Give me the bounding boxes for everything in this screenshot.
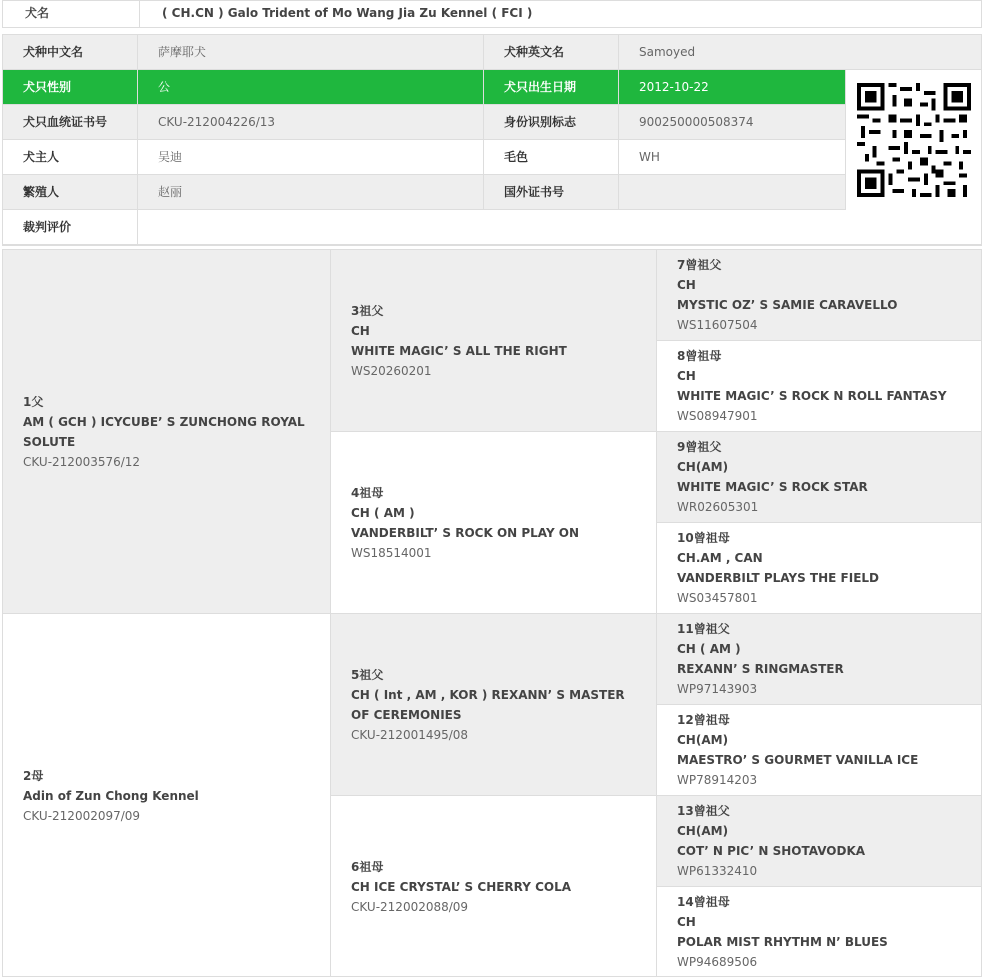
cert-value: CKU-212004226/13 — [138, 105, 484, 139]
g9-title: 9曾祖父 — [677, 440, 722, 454]
g5-line-1: CH ( Int , AM , KOR ) REXANN’ S MASTER OF CEREMONIES — [351, 687, 625, 722]
info-row-sex — [3, 70, 981, 105]
pedigree-g4 — [331, 432, 656, 614]
sire-title: 1父 — [23, 394, 44, 409]
breed-cn-value: 萨摩耶犬 — [138, 35, 484, 69]
pedigree-great-grandparents-column — [656, 250, 981, 976]
g12-line-2: MAESTRO’ S GOURMET VANILLA ICE — [677, 753, 919, 767]
judge-label: 裁判评价 — [3, 210, 138, 244]
g14-line-1: CH — [677, 915, 696, 929]
g5-reg: CKU-212001495/08 — [351, 727, 469, 742]
g14-title: 14曾祖母 — [677, 895, 730, 909]
g9-line-1: CH(AM) — [677, 460, 729, 474]
info-row-judge — [3, 210, 981, 245]
pedigree-sire — [3, 250, 330, 614]
g11-title: 11曾祖父 — [677, 622, 730, 636]
pedigree-g12 — [657, 705, 981, 796]
sex-label: 犬只性别 — [3, 70, 138, 104]
g3-line-1: CH — [351, 323, 370, 338]
breeder-value: 赵丽 — [138, 175, 484, 209]
g12-title: 12曾祖母 — [677, 713, 730, 727]
pedigree-g11 — [657, 614, 981, 705]
dog-name-value: ( CH.CN ) Galo Trident of Mo Wang Jia Zu Kennel ( FCI ) — [162, 6, 533, 20]
g8-title: 8曾祖母 — [677, 349, 722, 363]
pedigree-g8 — [657, 341, 981, 432]
g6-line-1: CH ICE CRYSTAL’ S CHERRY COLA — [351, 879, 572, 894]
breeder-label: 繁殖人 — [3, 175, 138, 209]
pedigree-g6 — [331, 796, 656, 977]
g3-reg: WS20260201 — [351, 363, 432, 378]
dam-reg: CKU-212002097/09 — [23, 808, 141, 823]
sire-reg: CKU-212003576/12 — [23, 454, 141, 469]
pedigree-g13 — [657, 796, 981, 887]
g9-reg: WR02605301 — [677, 500, 759, 514]
breed-en-label: 犬种英文名 — [484, 35, 619, 69]
breed-en-value: Samoyed — [619, 35, 981, 69]
pedigree-g14 — [657, 887, 981, 977]
g14-line-2: POLAR MIST RHYTHM N’ BLUES — [677, 935, 888, 949]
pedigree-parents-column — [3, 250, 330, 976]
birth-label: 犬只出生日期 — [484, 70, 619, 104]
info-row-owner — [3, 140, 981, 175]
qr-code-icon — [846, 70, 981, 210]
g12-line-1: CH(AM) — [677, 733, 729, 747]
g5-title: 5祖父 — [351, 667, 384, 682]
g4-line-1: CH ( AM ) — [351, 505, 415, 520]
cert-label: 犬只血统证书号 — [3, 105, 138, 139]
owner-label: 犬主人 — [3, 140, 138, 174]
pedigree-grandparents-column — [330, 250, 656, 976]
g6-reg: CKU-212002088/09 — [351, 899, 469, 914]
g7-title: 7曾祖父 — [677, 258, 722, 272]
info-row-breeder — [3, 175, 981, 210]
g10-reg: WS03457801 — [677, 591, 758, 605]
g13-reg: WP61332410 — [677, 864, 758, 878]
birth-value: 2012-10-22 — [619, 70, 846, 104]
g3-title: 3祖父 — [351, 303, 384, 318]
g4-reg: WS18514001 — [351, 545, 432, 560]
g6-title: 6祖母 — [351, 859, 384, 874]
foreign-cert-value — [619, 175, 846, 209]
g10-line-1: CH.AM , CAN — [677, 551, 763, 565]
pedigree-g9 — [657, 432, 981, 523]
g7-line-2: MYSTIC OZ’ S SAMIE CARAVELLO — [677, 298, 898, 312]
pedigree-g5 — [331, 614, 656, 796]
g8-line-2: WHITE MAGIC’ S ROCK N ROLL FANTASY — [677, 389, 947, 403]
pedigree-g3 — [331, 250, 656, 432]
g11-line-2: REXANN’ S RINGMASTER — [677, 662, 844, 676]
color-label: 毛色 — [484, 140, 619, 174]
g13-title: 13曾祖父 — [677, 804, 730, 818]
qr-code-graphic — [857, 83, 971, 197]
dog-name-row — [2, 0, 982, 28]
info-row-breed — [3, 35, 981, 70]
sire-name: AM ( GCH ) ICYCUBE’ S ZUNCHONG ROYAL SOLUTE — [23, 414, 305, 449]
g13-line-2: COT’ N PIC’ N SHOTAVODKA — [677, 844, 866, 858]
pedigree-dam — [3, 614, 330, 977]
g10-line-2: VANDERBILT PLAYS THE FIELD — [677, 571, 879, 585]
g8-line-1: CH — [677, 369, 696, 383]
g9-line-2: WHITE MAGIC’ S ROCK STAR — [677, 480, 868, 494]
breed-cn-label: 犬种中文名 — [3, 35, 138, 69]
dog-name-label: 犬名 — [3, 1, 140, 27]
pedigree-g7 — [657, 250, 981, 341]
id-label: 身份识别标志 — [484, 105, 619, 139]
g11-line-1: CH ( AM ) — [677, 642, 741, 656]
dam-title: 2母 — [23, 768, 44, 783]
sex-value: 公 — [138, 70, 484, 104]
g8-reg: WS08947901 — [677, 409, 758, 423]
dam-name: Adin of Zun Chong Kennel — [23, 788, 199, 803]
id-value: 900250000508374 — [619, 105, 846, 139]
g11-reg: WP97143903 — [677, 682, 758, 696]
g13-line-1: CH(AM) — [677, 824, 729, 838]
g7-reg: WS11607504 — [677, 318, 758, 332]
g4-line-2: VANDERBILT’ S ROCK ON PLAY ON — [351, 525, 580, 540]
g10-title: 10曾祖母 — [677, 531, 730, 545]
owner-value: 吴迪 — [138, 140, 484, 174]
g12-reg: WP78914203 — [677, 773, 758, 787]
info-row-cert — [3, 105, 981, 140]
foreign-cert-label: 国外证书号 — [484, 175, 619, 209]
g4-title: 4祖母 — [351, 485, 384, 500]
info-table — [2, 34, 982, 246]
g3-line-2: WHITE MAGIC’ S ALL THE RIGHT — [351, 343, 567, 358]
g14-reg: WP94689506 — [677, 955, 758, 969]
judge-value — [138, 210, 981, 244]
g7-line-1: CH — [677, 278, 696, 292]
color-value: WH — [619, 140, 846, 174]
pedigree-g10 — [657, 523, 981, 614]
pedigree-table — [2, 249, 982, 977]
